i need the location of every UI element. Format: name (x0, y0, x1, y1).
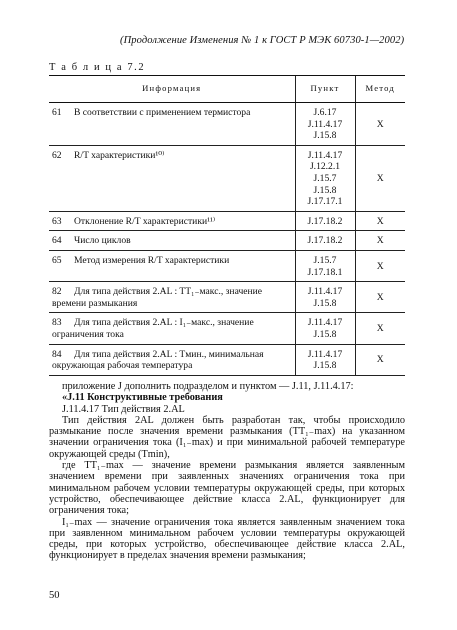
row-number: 61 (52, 107, 62, 118)
point-reference: J.17.18.2 (307, 235, 343, 247)
point-cell (295, 250, 355, 281)
method-cell: X (355, 344, 405, 375)
point-reference: J.11.4.17 (307, 317, 343, 329)
information-cell (49, 344, 295, 375)
information-text: Метод измерения R/T характеристики (74, 254, 230, 266)
information-table (49, 75, 405, 376)
information-cell (49, 231, 295, 251)
row-number: 65 (52, 254, 62, 266)
table-row (49, 282, 405, 313)
paragraph: Тип действия 2AL должен быть разработан так, чтобы происходило размыкание после значения времени размыкания (TT₁₋max) на указанном значении ограничения тока (I₁₋max) и при минимальной рабочей температуре окружающей среды (Tmin), (49, 414, 405, 460)
point-reference: J.15.8 (313, 184, 337, 196)
table-row (49, 231, 405, 251)
information-text: Для типа действия 2.AL : Tмин., минимальная окружающая рабочая температура (52, 348, 264, 372)
row-number: 64 (52, 235, 62, 247)
information-text: В соответствии с применением термистора (74, 107, 251, 118)
point-cell (295, 282, 355, 313)
information-cell (49, 313, 295, 344)
point-reference: J.17.17.1 (307, 196, 343, 208)
row-number: 82 (52, 286, 62, 298)
point-reference: J.17.18.2 (307, 215, 343, 227)
table-caption: Т а б л и ц а 7.2 (49, 62, 146, 73)
information-text: Число циклов (74, 235, 131, 247)
point-reference: J.15.8 (313, 328, 337, 340)
information-text: Отклонение R/T характеристики¹¹⁾ (74, 215, 216, 227)
point-cell (295, 103, 355, 146)
method-cell: X (355, 250, 405, 281)
information-cell (49, 103, 295, 146)
point-reference: J.15.8 (313, 130, 337, 142)
row-number: 63 (52, 215, 62, 227)
point-reference: J.15.7 (313, 254, 337, 266)
information-cell (49, 211, 295, 231)
point-cell (295, 344, 355, 375)
running-header: (Продолжение Изменения № 1 к ГОСТ Р МЭК 60730-1—2002) (120, 35, 405, 46)
subsection-heading: J.11.4.17 Тип действия 2.AL (62, 403, 185, 415)
point-reference: J.15.7 (313, 172, 337, 184)
paragraph: I₁₋max — значение ограничения тока является заявленным значением тока при заявленном минимальном рабочем условии температуры окружающей среды, при которых устройство, обеспечивающее действие класса 2.AL, функционирует в пределах значения времени размыкания; (49, 516, 405, 562)
row-number: 83 (52, 317, 62, 329)
body-text (49, 381, 405, 562)
information-text: Для типа действия 2.AL : I₁₋макс., значение ограничения тока (52, 317, 254, 340)
column-header-method: Метод (355, 76, 405, 103)
method-cell: X (355, 282, 405, 313)
row-number: 84 (52, 348, 62, 360)
point-reference: J.12.2.1 (309, 161, 341, 173)
method-cell: X (355, 145, 405, 211)
information-cell (49, 282, 295, 313)
point-reference: J.11.4.17 (307, 118, 343, 130)
column-header-information: Информация (49, 76, 295, 103)
table-row (49, 145, 405, 211)
table-row (49, 344, 405, 375)
point-cell (295, 313, 355, 344)
section-heading: «J.11 Конструктивные требования (62, 392, 223, 404)
page-number: 50 (49, 590, 60, 601)
information-text: Для типа действия 2.AL : TT₁₋макс., значение времени размыкания (52, 286, 263, 309)
point-reference: J.15.8 (313, 360, 337, 372)
point-reference: J.11.4.17 (307, 348, 343, 360)
point-cell (295, 231, 355, 251)
paragraph: приложение J дополнить подразделом и пунктом — J.11, J.11.4.17: (62, 381, 354, 392)
information-cell (49, 145, 295, 211)
information-text: R/T характеристики¹⁰⁾ (74, 149, 165, 161)
point-reference: J.17.18.1 (307, 266, 343, 278)
row-number: 62 (52, 149, 62, 161)
paragraph: где TT₁₋max — значение времени размыкания является заявленным значением времени при заявленных значениях ограничения тока при минимальном рабочем условии температуры окружающей среды, при которых устройство, обеспечивающее действие класса 2.AL, функционирует для ограничения тока; (49, 460, 405, 517)
method-cell: X (355, 103, 405, 146)
point-reference: J.15.8 (313, 297, 337, 309)
table-row (49, 103, 405, 146)
column-header-point: Пункт (295, 76, 355, 103)
point-reference: J.11.4.17 (307, 286, 343, 298)
table-row (49, 250, 405, 281)
method-cell: X (355, 211, 405, 231)
point-cell (295, 145, 355, 211)
method-cell: X (355, 313, 405, 344)
method-cell: X (355, 231, 405, 251)
point-reference: J.6.17 (313, 107, 337, 118)
table-row (49, 313, 405, 344)
information-cell (49, 250, 295, 281)
point-cell (295, 211, 355, 231)
table-header-row (49, 76, 405, 103)
point-reference: J.11.4.17 (307, 149, 343, 161)
table-row (49, 211, 405, 231)
